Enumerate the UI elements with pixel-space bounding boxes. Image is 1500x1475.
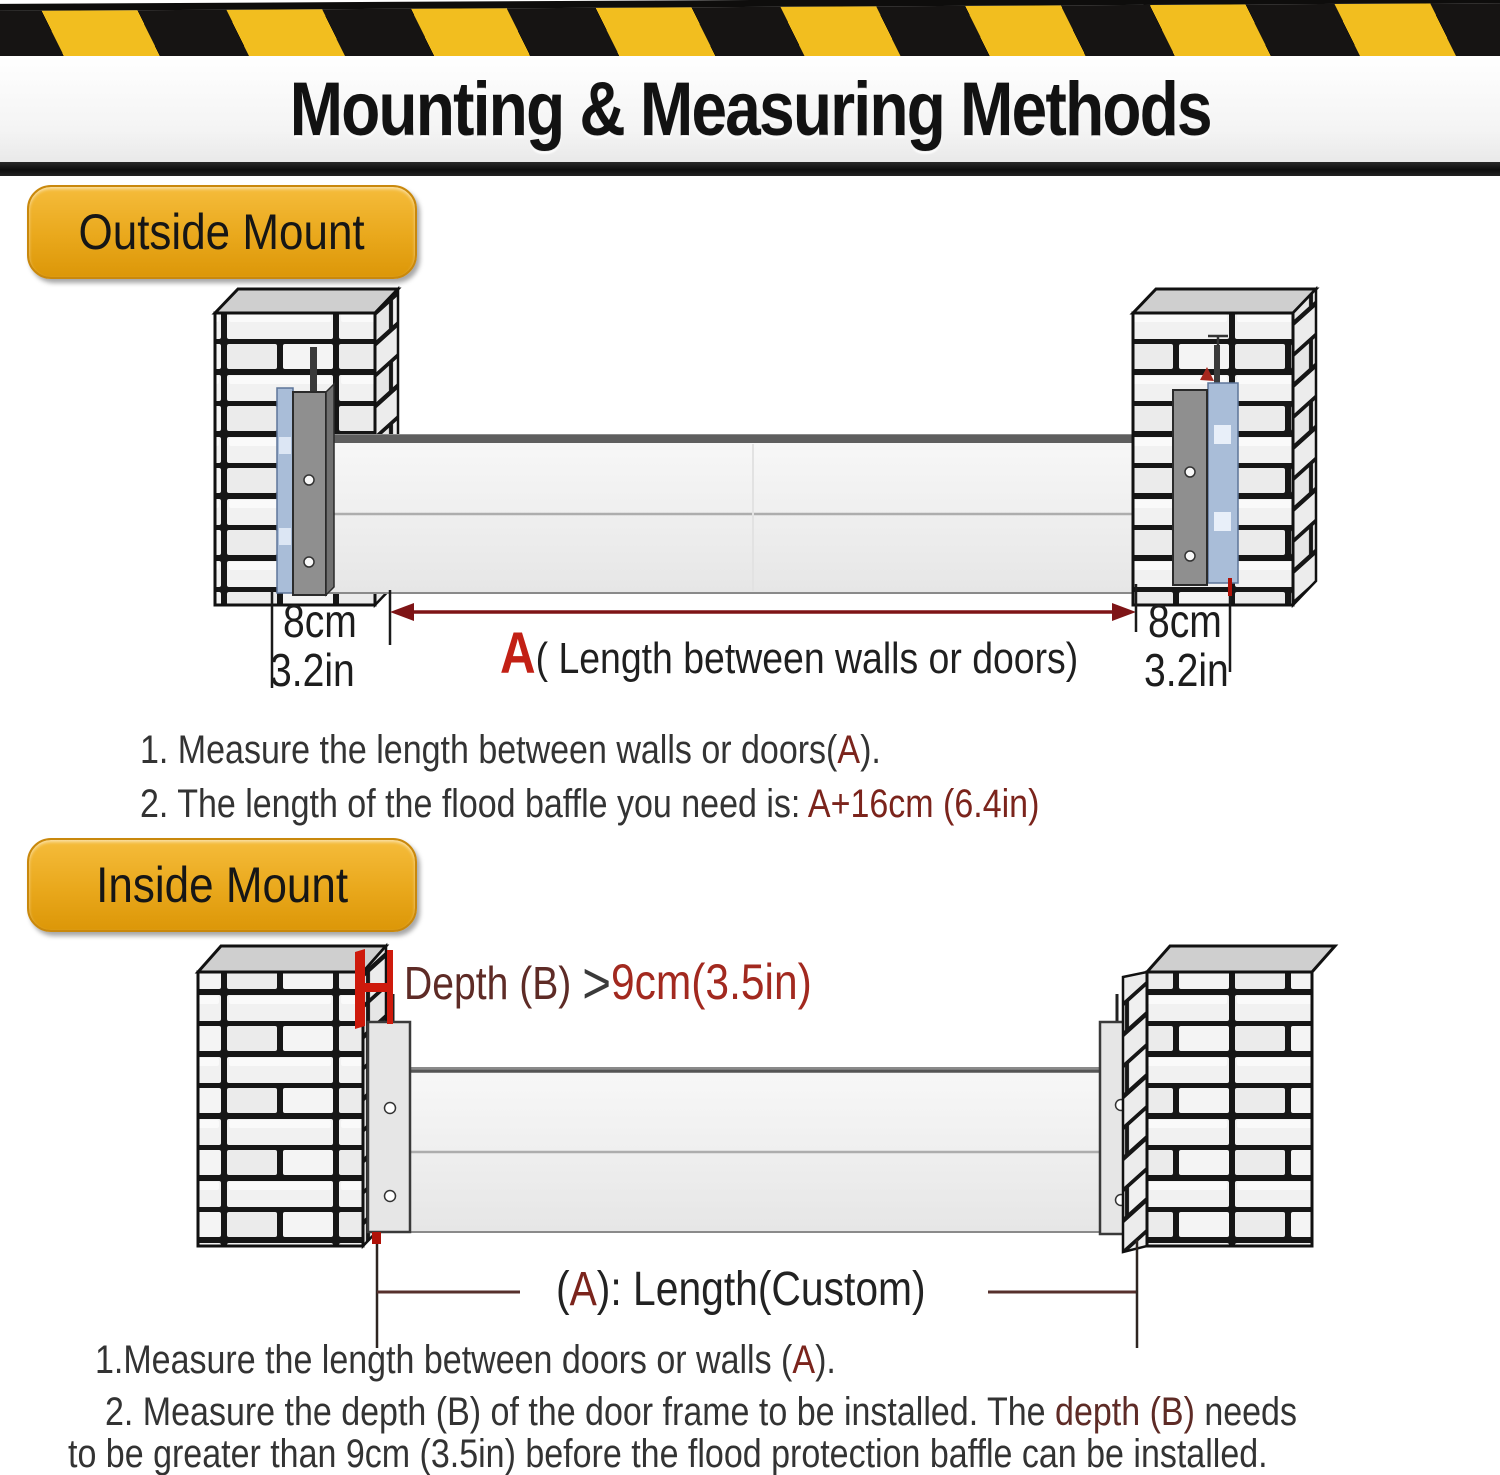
outside-step1: 1. Measure the length between walls or doors(A).	[140, 728, 881, 772]
inside-mount-badge-label: Inside Mount	[96, 857, 348, 913]
greater-than-sign: >	[582, 951, 611, 1016]
depth-label-value: 9cm(3.5in)	[610, 954, 812, 1010]
outside-left-in-label: 3.2in	[270, 644, 355, 696]
outside-right-in-label: 3.2in	[1144, 644, 1229, 696]
inside-step1: 1.Measure the length between doors or walls (A).	[95, 1338, 836, 1382]
outside-right-cm-label: 8cm	[1148, 595, 1222, 647]
depth-label	[404, 950, 884, 1017]
span-label-text: ( Length between walls or doors)	[535, 634, 1079, 683]
inside-length-label: (A): Length(Custom)	[556, 1263, 926, 1316]
outside-step2: 2. The length of the flood baffle you need is: A+16cm (6.4in)	[140, 782, 1040, 826]
outside-mount-badge-label: Outside Mount	[78, 204, 366, 260]
inside-right-pillar	[1123, 946, 1335, 1252]
span-label-A: A	[500, 621, 536, 686]
outside-left-cm-label: 8cm	[283, 595, 357, 647]
inside-step2-line2: to be greater than 9cm (3.5in) before the flood protection baffle can be installed.	[68, 1432, 1268, 1475]
outside-flood-baffle	[326, 435, 1180, 593]
inside-step2-line1: 2. Measure the depth (B) of the door frame to be installed. The depth (B) needs	[105, 1390, 1297, 1434]
page-title: Mounting & Measuring Methods	[289, 66, 1211, 152]
outside-span-label	[500, 620, 1180, 687]
inside-flood-baffle	[400, 1068, 1110, 1232]
inside-left-channel	[368, 994, 410, 1244]
depth-label-name: Depth (B)	[404, 957, 583, 1009]
